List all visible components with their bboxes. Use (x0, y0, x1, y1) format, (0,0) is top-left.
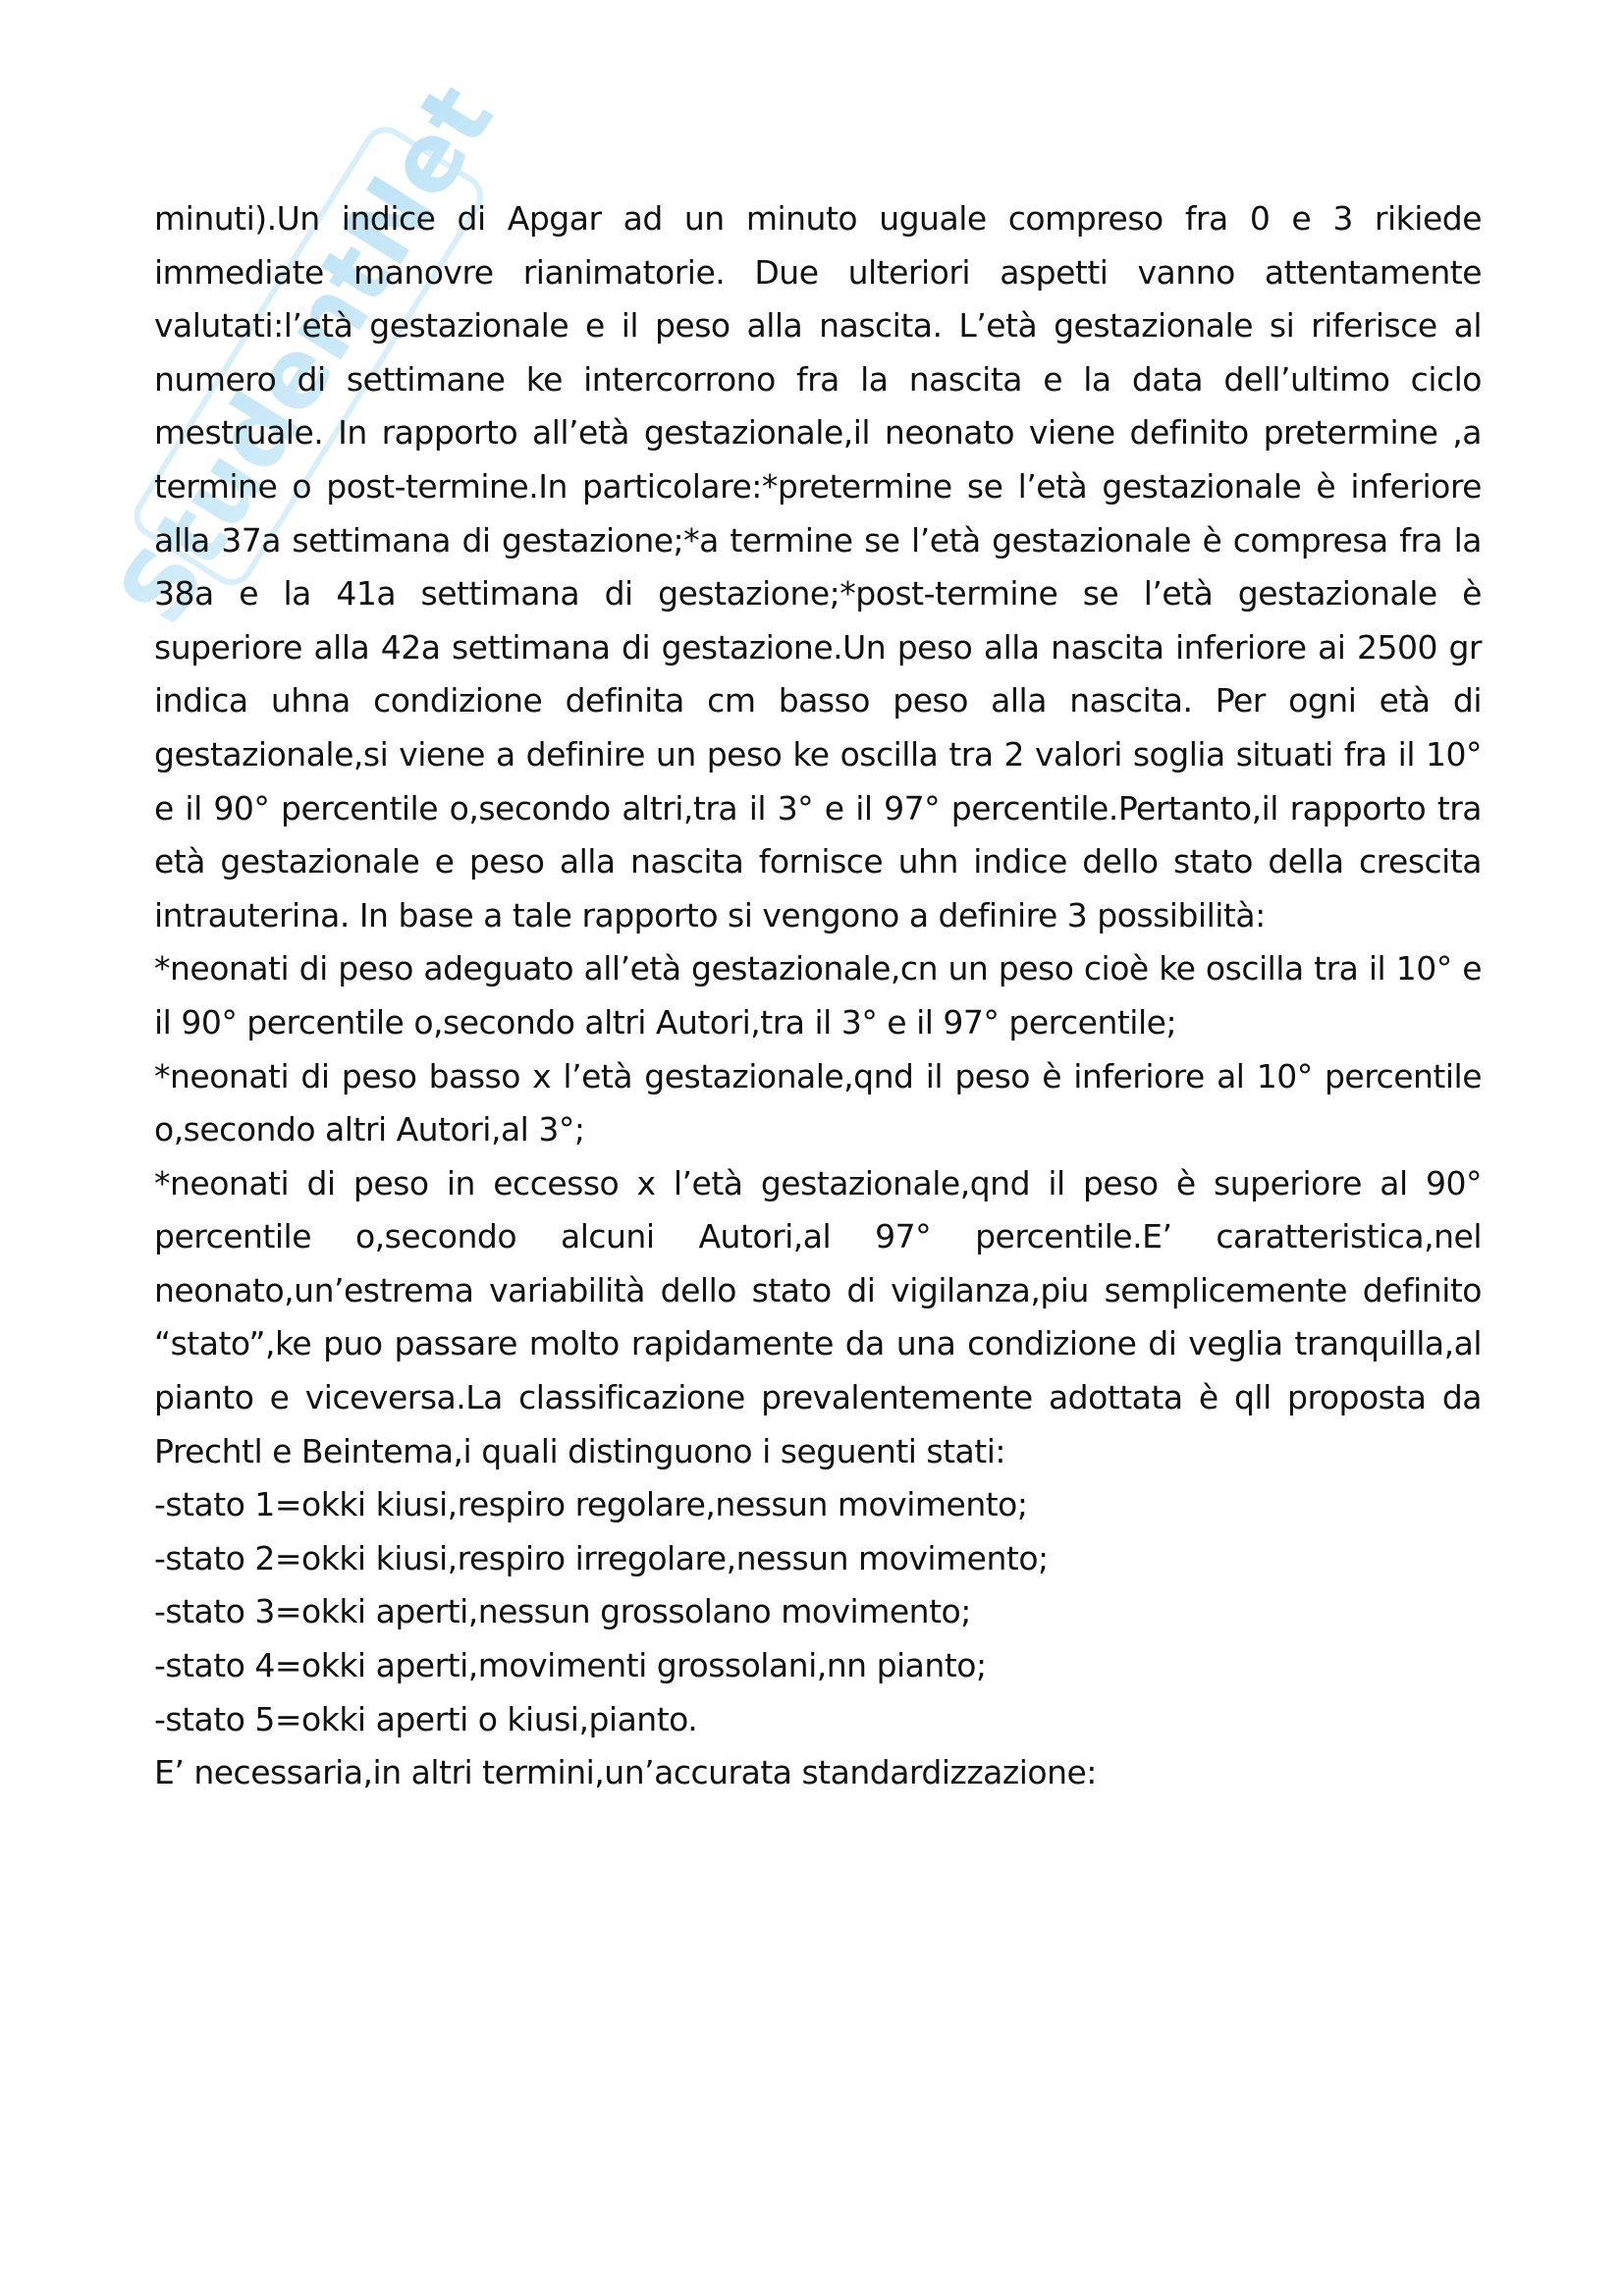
paragraph-apgar-gestational-age: minuti).Un indice di Apgar ad un minuto uguale compreso fra 0 e 3 rikiede immediate manovre rianimatorie. Due ulteriori aspetti vanno attentamente valutati:l’età gestazionale e il peso alla nascita. L’età gestazionale si riferisce al numero di settimane ke intercorrono fra la nascita e la data dell’ultimo ciclo mestruale. In rapporto all’età gestazionale,il neonato viene definito pretermine ,a termine o post-termine.In particolare:*pretermine se l’età gestazionale è inferiore alla 37a settimana di gestazione;*a termine se l’età gestazionale è compresa fra la 38a e la 41a settimana di gestazione;*post-termine se l’età gestazionale è superiore alla 42a settimana di gestazione.Un peso alla nascita inferiore ai 2500 gr indica uhna condizione definita cm basso peso alla nascita. Per ogni età di gestazionale,si viene a definire un peso ke oscilla tra 2 valori soglia situati fra il 10° e il 90° percentile o,secondo altri,tra il 3° e il 97° percentile.Pertanto,il rapporto tra età gestazionale e peso alla nascita fornisce uhn indice dello stato della crescita intrauterina. In base a tale rapporto si vengono a definire 3 possibilità: (154, 199, 1482, 934)
state-3-item: -stato 3=okki aperti,nessun grossolano movimento; (154, 1592, 971, 1631)
state-4-item: -stato 4=okki aperti,movimenti grossolani,nn pianto; (154, 1646, 987, 1685)
paragraph-excess-weight-states: *neonati di peso in eccesso x l’età gestazionale,qnd il peso è superiore al 90° percentile o,secondo alcuni Autori,al 97° percentile.E’ caratteristica,nel neonato,un’estrema variabilità dello stato di vigilanza,piu semplicemente definito “stato”,ke puo passare molto rapidamente da una condizione di veglia tranquilla,al pianto e viceversa.La classificazione prevalentemente adottata è qll proposta da Prechtl e Beintema,i quali distinguono i seguenti stati: (154, 1163, 1482, 1470)
watermark-brand-text: StudentNet (97, 66, 515, 643)
paragraph-standardization: E’ necessaria,in altri termini,un’accurata standardizzazione: (154, 1753, 1097, 1792)
paragraph-adequate-weight: *neonati di peso adeguato all’età gestazionale,cn un peso cioè ke oscilla tra il 10° e il 90° percentile o,secondo altri Autori,tra il 3° e il 97° percentile; (154, 949, 1482, 1041)
paragraph-low-weight: *neonati di peso basso x l’età gestazionale,qnd il peso è inferiore al 10° percentile o,secondo altri Autori,al 3°; (154, 1056, 1482, 1149)
state-2-item: -stato 2=okki kiusi,respiro irregolare,nessun movimento; (154, 1538, 1049, 1577)
document-body (154, 192, 1482, 1800)
state-5-item: -stato 5=okki aperti o kiusi,pianto. (154, 1699, 698, 1738)
state-1-item: -stato 1=okki kiusi,respiro regolare,nessun movimento; (154, 1485, 1028, 1524)
